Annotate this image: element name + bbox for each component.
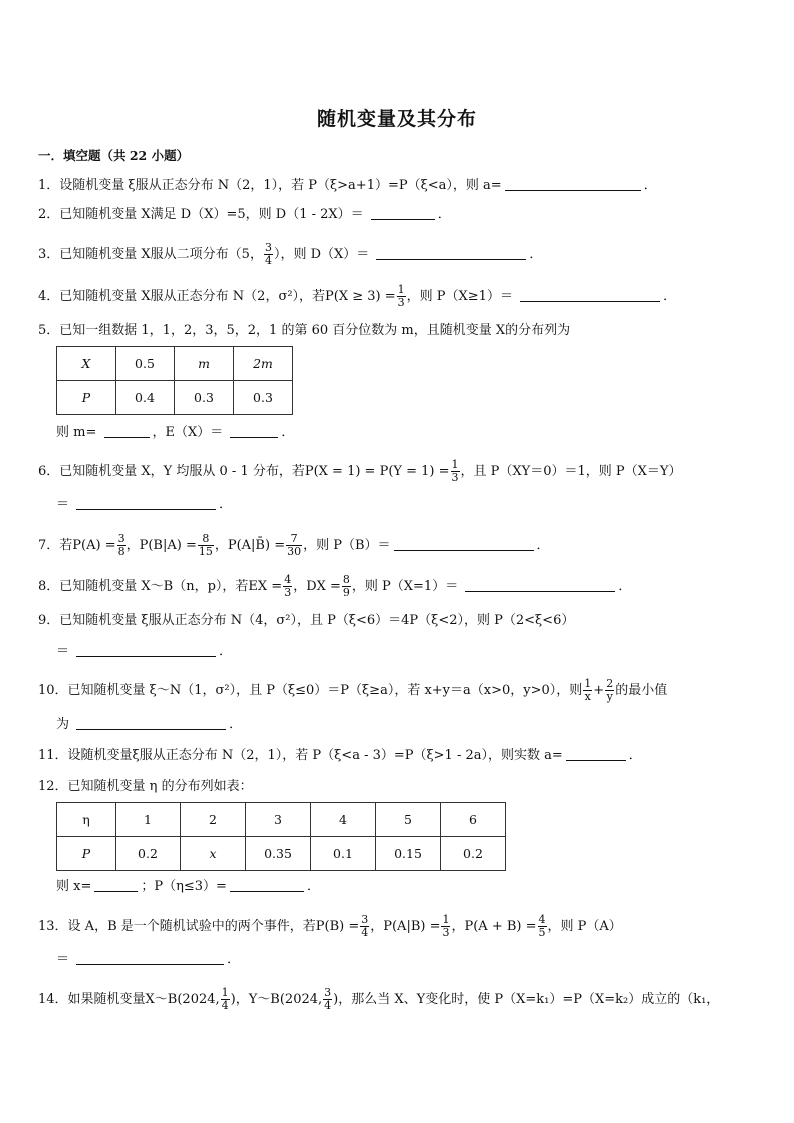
answer-blank[interactable] xyxy=(371,205,435,220)
fraction: $\frac{8}{9}$ xyxy=(342,573,350,599)
question-12 xyxy=(38,777,778,797)
answer-blank[interactable] xyxy=(76,642,216,657)
question-text: 已知随机变量 ξ服从正态分布 N（4，σ²），且 P（ξ<6）＝4P（ξ<2），则 P（2<ξ<6） xyxy=(59,613,575,628)
answer-blank[interactable] xyxy=(230,877,304,892)
question-10-line2: 为 ． xyxy=(56,717,243,732)
fraction: $\frac{1}{x}$ xyxy=(584,677,592,703)
fraction: $\frac{3}{4}$ xyxy=(361,913,369,939)
answer-blank[interactable] xyxy=(230,423,278,438)
distribution-table xyxy=(56,346,293,415)
fraction: $\frac{2}{y}$ xyxy=(606,677,614,703)
table-row: P 0.4 0.3 0.3 xyxy=(57,381,293,415)
question-4: 4．已知随机变量 X服从正态分布 N（2，σ²），若P(X ≥ 3) = $\frac{1}{3}$ ，则 P（X≥1）＝ ． xyxy=(38,283,677,309)
question-number: 3． xyxy=(38,247,60,262)
fraction: $\frac{1}{3}$ xyxy=(451,458,459,484)
answer-blank[interactable] xyxy=(394,536,534,551)
question-12-answer: 则 x= ；P（η≤3）= ． xyxy=(56,879,320,894)
fraction: $\frac{3}{8}$ xyxy=(117,532,125,558)
fraction: $\frac{1}{3}$ xyxy=(397,283,405,309)
question-6: 6．已知随机变量 X，Y 均服从 0 - 1 分布，若P(X = 1) = P(Y = 1) = $\frac{1}{3}$ ，且 P（XY＝0）＝1，则 P（X＝Y） xyxy=(38,458,682,484)
question-number: 9． xyxy=(38,613,60,628)
answer-blank[interactable] xyxy=(94,877,138,892)
fraction: $\frac{1}{3}$ xyxy=(442,913,450,939)
page-title: 随机变量及其分布 xyxy=(316,108,477,130)
question-text: 已知随机变量 X满足 D（X）=5，则 D（1 - 2X）＝ xyxy=(59,207,368,222)
question-number: 12． xyxy=(38,779,68,794)
fraction: $\frac{7}{30}$ xyxy=(287,532,302,558)
question-text: 已知随机变量 η 的分布列如表： xyxy=(67,779,253,794)
fraction: $\frac{3}{4}$ xyxy=(324,986,332,1012)
table-row: X 0.5 m 2m xyxy=(57,347,293,381)
question-number: 14． xyxy=(38,992,68,1007)
question-number: 2． xyxy=(38,207,60,222)
answer-blank[interactable] xyxy=(566,746,626,761)
question-9 xyxy=(38,611,778,631)
question-5 xyxy=(38,321,778,341)
question-number: 13． xyxy=(38,919,68,934)
question-6-line2: ＝ ． xyxy=(56,497,233,512)
question-3: 3．已知随机变量 X服从二项分布（5， $\frac{3}{4}$ ），则 D（X）＝ ． xyxy=(38,241,543,267)
question-number: 7． xyxy=(38,538,60,553)
question-number: 5． xyxy=(38,323,60,338)
question-2: 2．已知随机变量 X满足 D（X）=5，则 D（1 - 2X）＝ ． xyxy=(38,207,451,222)
question-number: 8． xyxy=(38,579,60,594)
table-row: η 1 2 3 4 5 6 xyxy=(57,803,506,837)
answer-blank[interactable] xyxy=(76,495,216,510)
question-14: 14．如果随机变量X～B(2024, $\frac{1}{4}$ )，Y～B(2024, $\frac{3}{4}$ )，那么当 X、Y变化时，使 P（X=k₁）=P（X=k₂）成立的（k₁， xyxy=(38,986,720,1012)
question-13: 13．设 A，B 是一个随机试验中的两个事件，若P(B) = $\frac{3}{4}$ ，P(A|B) = $\frac{1}{3}$ ，P(A + B) = $\frac{4}{5}$ ，则 P（A） xyxy=(38,913,622,939)
answer-blank[interactable] xyxy=(376,245,526,260)
question-number: 6． xyxy=(38,464,60,479)
question-number: 10． xyxy=(38,683,68,698)
question-8: 8．已知随机变量 X～B（n，p），若EX = $\frac{4}{3}$ ，DX = $\frac{8}{9}$ ，则 P（X=1）＝ ． xyxy=(38,573,632,599)
question-11: 11．设随机变量ξ服从正态分布 N（2，1），若 P（ξ<a - 3）=P（ξ>1 - 2a），则实数 a= ． xyxy=(38,748,642,763)
question-number: 4． xyxy=(38,289,60,304)
fraction: $\frac{4}{5}$ xyxy=(538,913,546,939)
question-9-line2: ＝ ． xyxy=(56,644,233,659)
question-10: 10．已知随机变量 ξ～N（1，σ²），且 P（ξ≤0）＝P（ξ≥a），若 x+y＝a（x>0，y>0），则 $\frac{1}{x}$ + $\frac{2}{y}$ 的最小值 xyxy=(38,677,668,703)
question-number: 1． xyxy=(38,178,60,193)
table-row: P 0.2 x 0.35 0.1 0.15 0.2 xyxy=(57,837,506,871)
answer-blank[interactable] xyxy=(76,950,224,965)
answer-blank[interactable] xyxy=(520,287,660,302)
question-text: 已知一组数据 1，1，2，3，5，2，1 的第 60 百分位数为 m，且随机变量 X的分布列为 xyxy=(59,323,571,338)
fraction: $\frac{3}{4}$ xyxy=(264,241,272,267)
distribution-table xyxy=(56,802,506,871)
section-heading: 一．填空题（共 22 小题） xyxy=(38,148,190,163)
answer-blank[interactable] xyxy=(505,176,641,191)
answer-blank[interactable] xyxy=(76,715,226,730)
fraction: $\frac{8}{15}$ xyxy=(198,532,213,558)
question-5-answer: 则 m= ，E（X）＝ ． xyxy=(56,425,295,440)
question-number: 11． xyxy=(38,748,68,763)
fraction: $\frac{1}{4}$ xyxy=(221,986,229,1012)
question-text: 设随机变量ξ服从正态分布 N（2，1），若 P（ξ<a - 3）=P（ξ>1 - 2a），则实数 a= xyxy=(67,748,563,763)
question-text: 设随机变量 ξ服从正态分布 N（2，1），若 P（ξ>a+1）=P（ξ<a），则 a= xyxy=(59,178,502,193)
fraction: $\frac{4}{3}$ xyxy=(284,573,292,599)
answer-blank[interactable] xyxy=(465,577,615,592)
answer-blank[interactable] xyxy=(104,423,150,438)
question-1: 1．设随机变量 ξ服从正态分布 N（2，1），若 P（ξ>a+1）=P（ξ<a），则 a= ． xyxy=(38,178,657,193)
question-13-line2: ＝ ． xyxy=(56,952,241,967)
question-7: 7．若P(A) = $\frac{3}{8}$ ，P(B|A) = $\frac{8}{15}$ ，P(A|B̄) = $\frac{7}{30}$ ，则 P（B）＝ ． xyxy=(38,532,550,558)
